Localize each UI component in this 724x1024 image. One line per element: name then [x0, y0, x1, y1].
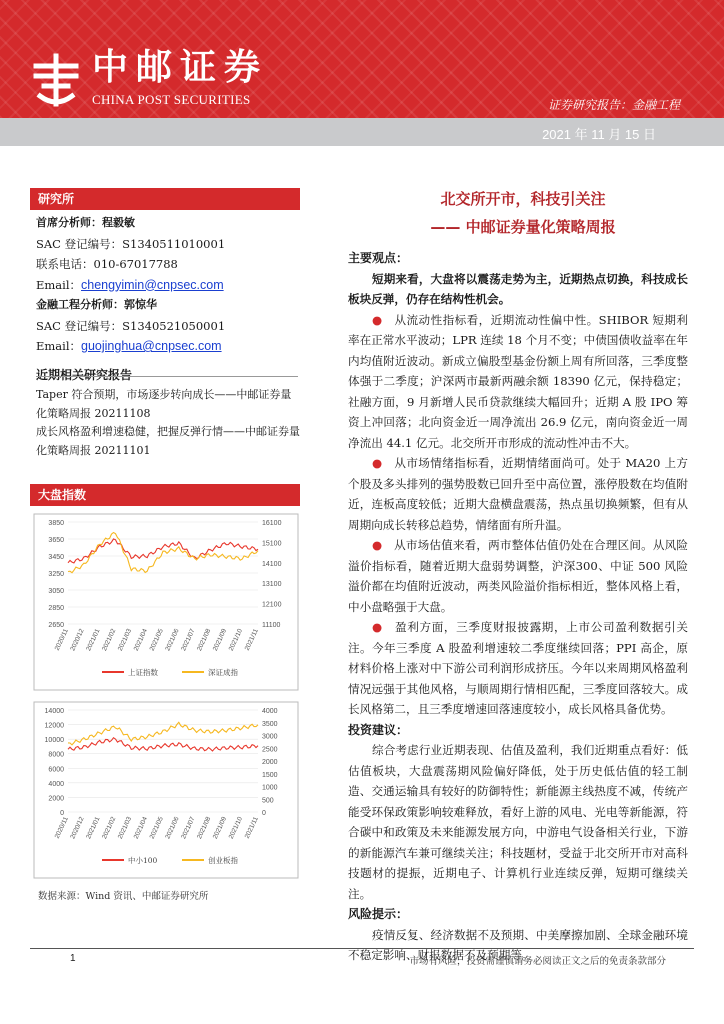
- paragraph-text: 盈利方面，三季度财报披露期，上市公司盈利数据引关注。今年三季度 A 股盈利增速较二季度继续回落；PPI 高企，原材料价格上涨对中下游公司利润形成挤压。今年以来周期风格盈利情况远强于其他风格，与顺周期行情相匹配，三季度回落较大。成长风格第二，且三季度增速回落速度较小，成长风格具备优势。: [348, 620, 688, 716]
- y-tick-right: 4000: [262, 708, 278, 715]
- y-tick-right: 2500: [262, 746, 278, 754]
- date-bar: [0, 118, 724, 146]
- y-tick-right: 14100: [262, 560, 282, 568]
- logo-english: CHINA POST SECURITIES: [92, 92, 251, 107]
- paragraph-sentiment: [348, 453, 688, 535]
- y-tick-right: 1000: [262, 784, 278, 792]
- risk-label: 风险提示：: [348, 907, 409, 921]
- report-subtitle: —— 中邮证券量化策略周报: [430, 218, 616, 236]
- y-tick-right: 0: [262, 810, 266, 817]
- analyst1-sac: SAC 登记编号：S1340511010001: [36, 236, 226, 251]
- x-tick: 2021/05: [148, 627, 165, 653]
- x-tick: 2021/11: [243, 627, 260, 652]
- y-tick-left: 10000: [44, 737, 64, 745]
- x-tick: 2021/05: [148, 815, 165, 841]
- x-tick: 2020/12: [69, 815, 86, 841]
- chart-frame: [34, 702, 298, 878]
- main-view-label: 主要观点：: [348, 251, 409, 265]
- paragraph-valuation: [348, 535, 688, 617]
- x-tick: 2020/11: [53, 815, 70, 840]
- x-tick: 2021/09: [211, 627, 229, 653]
- analyst2-email-link[interactable]: guojinghua@cnpsec.com: [81, 339, 222, 353]
- x-tick: 2021/01: [85, 815, 102, 841]
- index-chart-2: [32, 700, 300, 880]
- x-tick: 2021/02: [101, 627, 118, 653]
- y-tick-right: 500: [262, 797, 274, 805]
- y-tick-left: 14000: [44, 708, 64, 715]
- report-date: 2021 年 11 月 15 日: [542, 127, 656, 142]
- x-tick: 2021/07: [180, 815, 197, 841]
- analyst1-phone: 联系电话：010-67017788: [36, 257, 178, 271]
- disclaimer: 市场有风险，投资需谨慎请务必阅读正文之后的免责条款部分: [409, 956, 666, 967]
- y-tick-right: 1500: [262, 771, 278, 779]
- related-report-item[interactable]: Taper 符合预期，市场逐步转向成长——中邮证券量化策略周报 20211108: [36, 388, 292, 420]
- x-tick: 2021/11: [243, 815, 260, 840]
- x-tick: 2020/11: [53, 627, 70, 652]
- x-tick: 2021/06: [164, 815, 181, 841]
- y-tick-right: 3500: [262, 720, 278, 728]
- y-tick-left: 3650: [48, 537, 64, 544]
- data-source: 数据来源：Wind 资讯、中邮证券研究所: [38, 891, 209, 902]
- index-chart-1: [32, 512, 300, 692]
- advice-text: 综合考虑行业近期表现、估值及盈利，我们近期重点看好：低估值板块，大盘震荡期风险偏好降低，处于历史低估值的轻工制造、交通运输具有较好的防御特性；新能源主线热度不减，传统产能受环保政策影响较难释放，看好上游的风电、光电等新能源，符合碳中和政策及未来能源发展方向，中游电气设备相关行业，下游的新能源汽车兼可继续关注；科技题材，受益于北交所开市对高科技题材的提振，近期电子、计算机行业连续反弹，短期可继续关注。: [348, 743, 688, 901]
- x-tick: 2021/10: [227, 627, 244, 653]
- logo-chinese: 中邮证券: [92, 47, 269, 88]
- china-post-logo-icon: [30, 52, 82, 108]
- x-tick: 2021/06: [164, 627, 181, 653]
- analyst2-email-row: [36, 336, 306, 357]
- main-body: [348, 248, 688, 966]
- legend-label: 上证指数: [128, 668, 158, 677]
- report-type: 证券研究报告：金融工程: [547, 98, 680, 112]
- paragraph-liquidity: [348, 310, 688, 454]
- y-tick-left: 2850: [48, 605, 64, 612]
- y-tick-right: 13100: [262, 581, 282, 589]
- divider: [36, 376, 298, 377]
- x-tick: 2021/02: [101, 815, 118, 841]
- header-banner: [0, 0, 724, 118]
- y-tick-right: 16100: [262, 520, 282, 527]
- analyst2-sac: SAC 登记编号：S1340521050001: [36, 318, 226, 333]
- related-report-item[interactable]: 成长风格盈利增速稳健，把握反弹行情——中邮证券量化策略周报 20211101: [36, 425, 300, 457]
- y-tick-left: 12000: [44, 722, 64, 730]
- legend-label: 中小100: [128, 856, 158, 865]
- x-tick: 2021/04: [132, 815, 149, 841]
- y-tick-right: 3000: [262, 733, 278, 741]
- page-number: 1: [70, 953, 76, 964]
- research-heading: 研究所: [30, 188, 300, 210]
- x-tick: 2021/09: [211, 815, 229, 841]
- y-tick-left: 4000: [48, 780, 64, 788]
- related-reports-list: [36, 386, 300, 460]
- bullet-icon: ●: [372, 312, 383, 327]
- x-tick: 2020/12: [69, 627, 86, 653]
- y-tick-left: 3450: [48, 554, 64, 561]
- y-tick-left: 3050: [48, 588, 64, 595]
- y-tick-left: 3850: [48, 520, 64, 527]
- paragraph-text: 从市场情绪指标看，近期情绪面尚可。处于 MA20 上方个股及多头排列的强势股数已回升至中高位置，涨停股数在均值附近，连板高度较低；近期大盘横盘震荡，热点虽切换频繁，但有从周期向成长转移总趋势，情绪面有所升温。: [348, 456, 688, 532]
- y-tick-right: 2000: [262, 759, 278, 766]
- x-tick: 2021/10: [227, 815, 244, 841]
- analyst-info: [36, 213, 306, 357]
- paragraph-text: 从市场估值来看，两市整体估值仍处在合理区间。从风险溢价指标看，随着近期大盘弱势调整，沪深300、中证 500 风险溢价都在均值附近波动，两类风险溢价指标相近，整体风格上看，中小盘略强于大盘。: [348, 538, 688, 614]
- y-tick-left: 8000: [48, 751, 64, 759]
- y-tick-left: 6000: [48, 766, 64, 774]
- bullet-icon: ●: [372, 538, 383, 552]
- y-tick-right: 12100: [262, 601, 282, 609]
- footer-divider: [30, 948, 694, 949]
- advice-label: 投资建议：: [348, 722, 409, 737]
- legend-label: 创业板指: [208, 856, 238, 865]
- x-tick: 2021/01: [85, 627, 102, 653]
- y-tick-left: 2650: [48, 622, 64, 629]
- bullet-icon: ●: [372, 456, 383, 470]
- main-view-text: 短期来看，大盘将以震荡走势为主，近期热点切换，科技成长板块反弹，仍存在结构性机会。: [348, 271, 688, 306]
- y-tick-right: 15100: [262, 540, 282, 548]
- analyst1-email-row: [36, 275, 306, 296]
- x-tick: 2021/07: [180, 627, 197, 653]
- x-tick: 2021/03: [116, 627, 134, 653]
- bullet-icon: ●: [372, 620, 383, 634]
- related-reports-heading: 近期相关研究报告: [36, 368, 133, 382]
- email-label: Email：: [36, 339, 82, 353]
- paragraph-earnings: [348, 617, 688, 720]
- email-label: Email：: [36, 277, 82, 292]
- y-tick-left: 3250: [48, 571, 64, 578]
- legend-label: 深证成指: [208, 668, 238, 677]
- analyst1-name: 首席分析师：程毅敏: [36, 216, 135, 229]
- analyst1-email-link[interactable]: chengyimin@cnpsec.com: [81, 277, 224, 292]
- risk-text: 疫情反复、经济数据不及预期、中美摩擦加剧、全球金融环境不稳定影响、财报数据不及预期等。: [348, 927, 688, 962]
- y-tick-right: 11100: [262, 622, 281, 629]
- report-title: 北交所开市，科技引关注: [440, 190, 606, 208]
- x-tick: 2021/04: [132, 627, 149, 653]
- index-heading: 大盘指数: [30, 484, 300, 506]
- paragraph-text: 从流动性指标看，近期流动性偏中性。SHIBOR 短期利率在正常水平波动；LPR 连续 18 个月不变；中债国债收益率在年内均值附近波动。新成立偏股型基金份额上周有所回落，三季度整体强于二季度；沪深两市最新两融余额 18390 亿元，保持稳定；社融方面，9 月新增人民币贷款继续大幅回升；近期 A 股 IPO 筹资上冲回落；北向资金近一周净流出 26.9 亿元，南向资金近一周净流出 44.1 亿元。北交所开市形成的流动性冲击不大。: [348, 312, 688, 450]
- analyst2-name: 金融工程分析师：郭惊华: [36, 298, 157, 311]
- y-tick-left: 2000: [48, 795, 64, 803]
- x-tick: 2021/08: [196, 627, 213, 653]
- x-tick: 2021/08: [196, 815, 213, 841]
- chart-frame: [34, 514, 298, 690]
- x-tick: 2021/03: [116, 815, 134, 841]
- y-tick-left: 0: [60, 810, 64, 817]
